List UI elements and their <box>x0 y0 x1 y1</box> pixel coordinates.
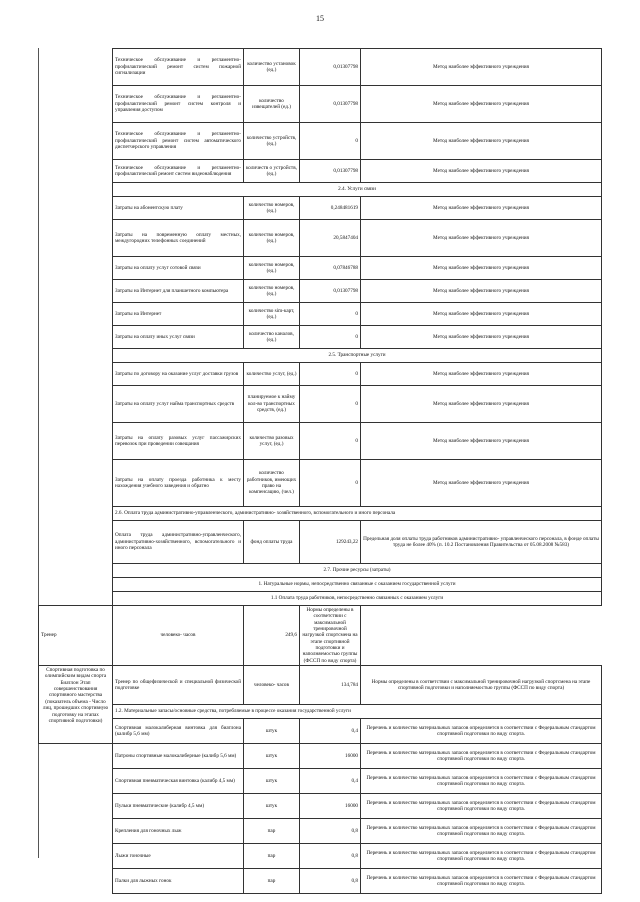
row-value: 0,8 <box>300 869 361 894</box>
section-header: 1.1 Оплата труда работников, непосредственно связанных с оказанием услуги <box>113 592 602 606</box>
row-unit: количество sim-карт, (ед.) <box>244 303 300 326</box>
row-unit: количество разовых услуг, (ед.) <box>244 423 300 460</box>
row-unit: человеко- часов <box>244 666 300 705</box>
row-label: Техническое обслуживание и регламентно- профилактический ремонт систем автоматического диспетчерского управления <box>113 123 244 160</box>
table-row <box>39 257 602 280</box>
row-label: Пульки пневматические (калибр 4,5 мм) <box>113 794 244 819</box>
row-unit: количество работников, имеющих право на компенсацию, (чел.) <box>244 460 300 507</box>
row-label: Затраты на оплату проезда работника к месту нахождения учебного заведения и обратно <box>113 460 244 507</box>
row-method: Метод наиболее эффективного учреждения <box>361 197 602 220</box>
row-value: 0 <box>300 423 361 460</box>
row-method: Нормы определены в соответствии с максимальной тренировочной нагрузкой спортсмена на этапе спортивной подготовки и наполняемостью группы (ФССП по виду спорта) <box>361 666 602 705</box>
row-unit: количество номеров, (ед.) <box>244 220 300 257</box>
row-unit: количество номеров, (ед.) <box>244 280 300 303</box>
table-row <box>39 460 602 507</box>
table-row <box>39 197 602 220</box>
page-number: 15 <box>316 14 324 23</box>
table-row <box>39 719 602 744</box>
table-row <box>39 123 602 160</box>
table-row <box>39 744 602 769</box>
row-value: 20,5847404 <box>300 220 361 257</box>
row-method: Метод наиболее эффективного учреждения <box>361 326 602 349</box>
row-label: Техническое обслуживание и регламентно- профилактический ремонт систем видеонаблюдения <box>113 160 244 183</box>
row-value: 0 <box>300 303 361 326</box>
row-value: 0,01307798 <box>300 280 361 303</box>
section-row <box>39 183 602 197</box>
row-method: Метод наиболее эффективного учреждения <box>361 220 602 257</box>
row-unit: пар <box>244 844 300 869</box>
section-header: 2.5. Транспортные услуги <box>113 349 602 363</box>
row-value: 0 <box>300 123 361 160</box>
row-value: 16000 <box>300 794 361 819</box>
row-value: 0 <box>300 326 361 349</box>
row-value: 0,01307798 <box>300 160 361 183</box>
row-method: Перечень и количество материальных запасов определяется в соответствии с Федеральным стандартом спортивной подготовки по виду спорта. <box>361 844 602 869</box>
row-method: Нормы определены в соответствии с максимальной тренировочной нагрузкой спортсмена на этапе спортивной подготовки и наполняемостью группы (ФССП по виду спорта) <box>300 606 361 666</box>
row-label: Крепления для гоночных лыж <box>113 819 244 844</box>
section-header: 1.2. Материальные запасы/основные средства, потребляемые в процессе оказания государственной услуги <box>113 705 602 719</box>
row-unit: человеко- часов <box>113 606 244 666</box>
row-label: Затраты на Интернет для планшетного компьютера <box>113 280 244 303</box>
row-value: 0,4 <box>300 719 361 744</box>
row-unit: планируемое к найму кол-во транспортных средств, (ед.) <box>244 386 300 423</box>
table-row <box>39 819 602 844</box>
row-method: Перечень и количество материальных запасов определяется в соответствии с Федеральным стандартом спортивной подготовки по виду спорта. <box>361 794 602 819</box>
row-unit: штук <box>244 794 300 819</box>
table-row <box>39 794 602 819</box>
left-spacer <box>39 49 113 606</box>
row-value: 249,6 <box>244 606 300 666</box>
row-method: Метод наиболее эффективного учреждения <box>361 160 602 183</box>
row-value: 0 <box>300 386 361 423</box>
row-unit: пар <box>244 819 300 844</box>
row-value: 0,01307798 <box>300 49 361 86</box>
row-label: Затраты на оплату разовых услуг пассажирских перевозок при проведении совещания <box>113 423 244 460</box>
table-row <box>39 303 602 326</box>
table-row <box>39 423 602 460</box>
row-label: Затраты по договору на оказание услуг доставки грузов <box>113 363 244 386</box>
row-method: Метод наиболее эффективного учреждения <box>361 86 602 123</box>
section-row <box>39 349 602 363</box>
row-label: Затраты на оплату услуг найма транспортных средств <box>113 386 244 423</box>
section-header: 2.6. Оплата труда административно-управленческого, административно- хозяйственного, вспомогательного и иного персонала <box>113 507 602 521</box>
norms-table <box>38 48 602 894</box>
row-value: 16000 <box>300 744 361 769</box>
sport-note: Спортивная подготовка по олимпийским видам спорта Биатлон Этап совершенствования спортивного мастерства (показатель объема - Число лиц, прошедших спортивную подготовку на этапах спортивной подготовки) <box>39 666 113 744</box>
section-header: 2.7. Прочие ресурсы (затраты) <box>113 564 602 578</box>
row-unit: количество установок (ед.) <box>244 49 300 86</box>
table-row <box>39 280 602 303</box>
row-method: Перечень и количество материальных запасов определяется в соответствии с Федеральным стандартом спортивной подготовки по виду спорта. <box>361 819 602 844</box>
row-label: Техническое обслуживание и регламентно-профилактический ремонт систем пожарной сигнализации <box>113 49 244 86</box>
table-row <box>39 49 602 86</box>
row-label: Затраты на повременную оплату местных, междугородних телефонных соединений <box>113 220 244 257</box>
table-row <box>39 160 602 183</box>
row-value: 129243,22 <box>300 521 361 564</box>
table-row <box>39 869 602 894</box>
row-unit: количество извещателей (ед.) <box>244 86 300 123</box>
row-label: Лыжи гоночные <box>113 844 244 869</box>
row-method: Перечень и количество материальных запасов определяется в соответствии с Федеральным стандартом спортивной подготовки по виду спорта. <box>361 719 602 744</box>
row-method: Метод наиболее эффективного учреждения <box>361 280 602 303</box>
row-method: Метод наиболее эффективного учреждения <box>361 49 602 86</box>
table-row <box>39 386 602 423</box>
row-unit: количеств о устройств, (ед.) <box>244 160 300 183</box>
row-label: Палки для лыжных гонок <box>113 869 244 894</box>
row-label: Затраты на абонентскую плату <box>113 197 244 220</box>
row-method: Метод наиболее эффективного учреждения <box>361 460 602 507</box>
row-value: 0,8 <box>300 819 361 844</box>
row-label: Тренер по общефизической и специальной физической подготовке <box>113 666 244 705</box>
row-method: Перечень и количество материальных запасов определяется в соответствии с Федеральным стандартом спортивной подготовки по виду спорта. <box>361 744 602 769</box>
row-label: Тренер <box>39 606 113 666</box>
row-label: Спортивная малокалиберная винтовка для биатлона (калибр 5,6 мм) <box>113 719 244 744</box>
table-row <box>39 220 602 257</box>
row-unit: фонд оплаты труда <box>244 521 300 564</box>
row-value: 0 <box>300 363 361 386</box>
row-value: 0,8 <box>300 844 361 869</box>
row-unit: пар <box>244 869 300 894</box>
row-unit: количество номеров, (ед.) <box>244 197 300 220</box>
row-method: Метод наиболее эффективного учреждения <box>361 123 602 160</box>
row-label: Затраты на оплату иных услуг связи <box>113 326 244 349</box>
row-method: Перечень и количество материальных запасов определяется в соответствии с Федеральным стандартом спортивной подготовки по виду спорта. <box>361 869 602 894</box>
row-label: Затраты на Интернет <box>113 303 244 326</box>
row-value: 0,248481619 <box>300 197 361 220</box>
row-unit: количество каналов, (ед.) <box>244 326 300 349</box>
row-value: 0,07846788 <box>300 257 361 280</box>
row-unit: штук <box>244 744 300 769</box>
row-label: Патроны спортивные малокалиберные (калибр 5,6 мм) <box>113 744 244 769</box>
section-row <box>39 705 602 719</box>
row-method: Предельная доля оплаты труда работников административно- управленческого персонала, в фонде оплаты труда не более 40% (п. 10.2 Постановления Правительства от 05.08.2008 №583) <box>361 521 602 564</box>
row-label: Спортивная пневматическая винтовка (калибр 4,5 мм) <box>113 769 244 794</box>
row-label: Оплата труда административно-управленческого, административно-хозяйственного, вспомогательного и иного персонала <box>113 521 244 564</box>
section-row <box>39 592 602 606</box>
row-unit: штук <box>244 719 300 744</box>
row-label: Техническое обслуживание и регламентно- профилактический ремонт систем контроля и управления доступом <box>113 86 244 123</box>
row-method: Метод наиболее эффективного учреждения <box>361 363 602 386</box>
row-label: Затраты на оплату услуг сотовой связи <box>113 257 244 280</box>
row-method: Метод наиболее эффективного учреждения <box>361 423 602 460</box>
table-row <box>39 86 602 123</box>
row-method: Метод наиболее эффективного учреждения <box>361 386 602 423</box>
section-header: 2.4. Услуги связи <box>113 183 602 197</box>
table-row <box>39 844 602 869</box>
section-row <box>39 507 602 521</box>
table-row <box>39 769 602 794</box>
row-unit: штук <box>244 769 300 794</box>
section-row <box>39 578 602 592</box>
table-row <box>39 326 602 349</box>
left-spacer <box>39 744 113 894</box>
row-value: 0 <box>300 460 361 507</box>
row-value: 0,01307798 <box>300 86 361 123</box>
table-row <box>39 363 602 386</box>
row-value: 134,784 <box>300 666 361 705</box>
row-unit: количество номеров, (ед.) <box>244 257 300 280</box>
section-row <box>39 564 602 578</box>
row-unit: количество устройств, (ед.) <box>244 123 300 160</box>
row-unit: количество услуг, (ед.) <box>244 363 300 386</box>
table-row <box>39 666 602 705</box>
row-method: Перечень и количество материальных запасов определяется в соответствии с Федеральным стандартом спортивной подготовки по виду спорта. <box>361 769 602 794</box>
section-header: 1. Натуральные нормы, непосредственно связанные с оказанием государственной услуги <box>113 578 602 592</box>
row-method: Метод наиболее эффективного учреждения <box>361 303 602 326</box>
table-row <box>39 521 602 564</box>
table-row <box>39 606 602 666</box>
row-value: 0,4 <box>300 769 361 794</box>
row-method: Метод наиболее эффективного учреждения <box>361 257 602 280</box>
